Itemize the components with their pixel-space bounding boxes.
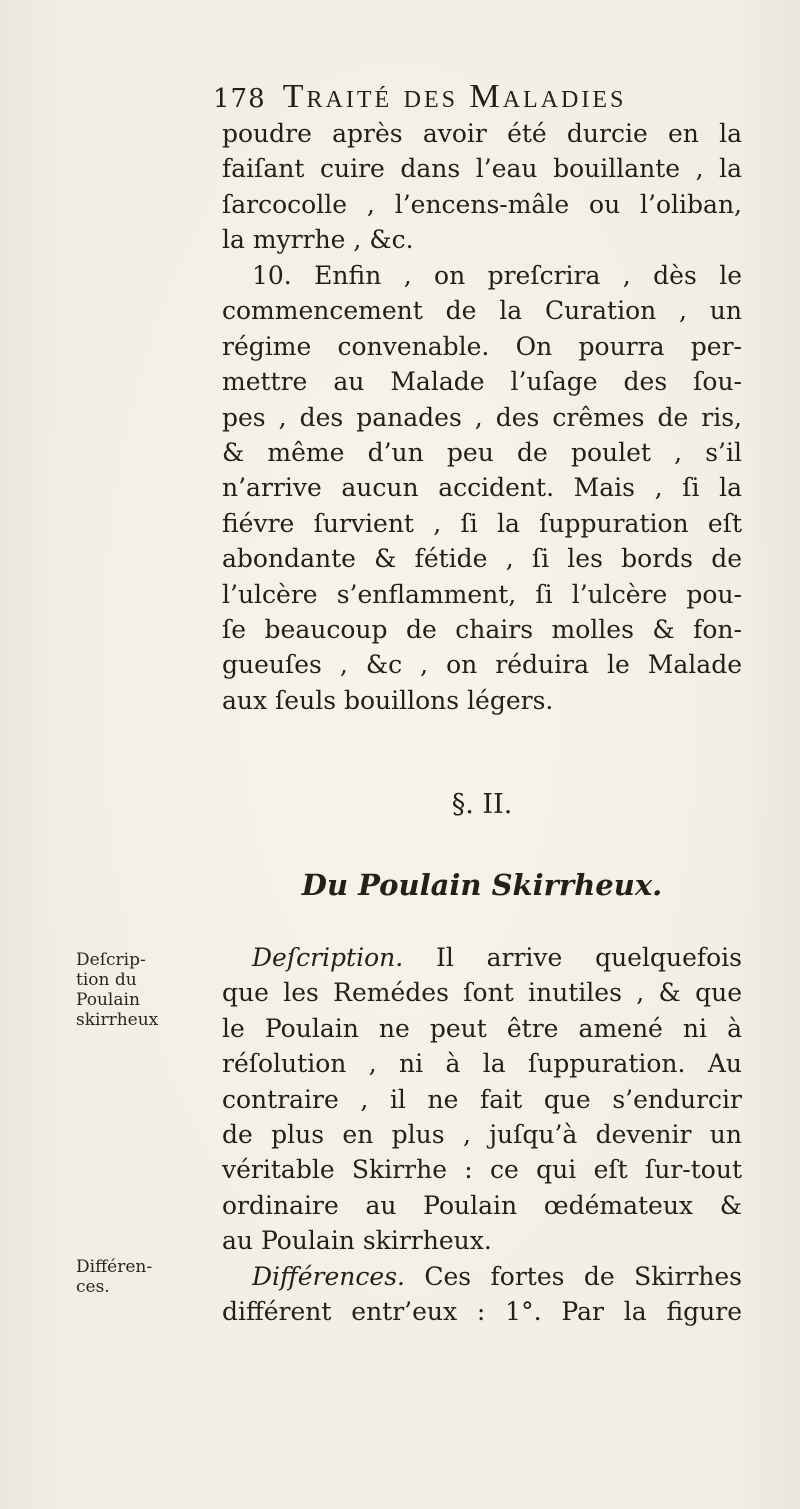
section-title: Du Poulain Skirrheux. (301, 868, 663, 902)
text-line: pes , des panades , des crêmes de ris, (222, 402, 742, 432)
text-line: & même d’un peu de poulet , s’il (222, 437, 742, 467)
paragraph-differences (222, 1259, 742, 1330)
text-line: abondante & fétide , ſi les bords de (222, 544, 742, 574)
text-line: ſe beaucoup de chairs molles & fon- (222, 614, 742, 644)
text-line: que les Remédes ſont inutiles , & que (222, 978, 742, 1008)
text-line: régime convenable. On pourra per- (222, 331, 742, 361)
margin-note-differences (76, 1257, 206, 1297)
text-line: réſolution , ni à la ſuppuration. Au (222, 1049, 742, 1079)
text-line: n’arrive aucun accident. Mais , ſi la (222, 473, 742, 503)
margin-note-line: Deſcrip- (76, 950, 146, 970)
text-line: gueuſes , &c , on réduira le Malade (222, 650, 742, 680)
text-line: faiſant cuire dans l’eau bouillante , la (222, 154, 742, 184)
running-title: Traité des Maladies (282, 78, 627, 115)
text-line (222, 1259, 742, 1294)
text-line: contraire , il ne fait que s’endurcir (222, 1084, 742, 1114)
description-first-line: Il arrive quelquefois (403, 943, 742, 972)
margin-note-line: tion du (76, 970, 137, 990)
text-line: fiévre ſurvient , ſi la ſuppuration eſt (222, 508, 742, 538)
text-line: ordinaire au Poulain œdémateux & (222, 1190, 742, 1220)
margin-note-description (76, 950, 206, 1030)
description-lead: Deſcription. (252, 943, 404, 972)
text-line: aux ſeuls bouillons légers. (222, 685, 554, 715)
page-header (213, 78, 733, 116)
text-line (222, 940, 742, 975)
text-line: mettre au Malade l’uſage des ſou- (222, 367, 742, 397)
margin-note-line: Différen- (76, 1257, 153, 1277)
margin-note-line: Poulain (76, 990, 140, 1010)
page-number: 178 (213, 84, 266, 114)
paragraph-description (222, 940, 742, 1259)
text-line: véritable Skirrhe : ce qui eſt ſur-tout (222, 1155, 742, 1185)
differences-lead: Différences. (252, 1262, 405, 1291)
margin-note-line: ces. (76, 1277, 110, 1297)
text-line: le Poulain ne peut être amené ni à (222, 1013, 742, 1043)
section-number: §. II. (451, 789, 513, 820)
text-line: au Poulain skirrheux. (222, 1226, 492, 1256)
differences-first-line: Ces fortes de Skirrhes (404, 1262, 742, 1291)
text-line: la myrrhe , &c. (222, 225, 414, 255)
paragraph-regimen (222, 258, 742, 718)
text-line: de plus en plus , juſqu’à devenir un (222, 1119, 742, 1149)
text-line: 10. Enfin , on preſcrira , dès le (252, 261, 742, 290)
text-line: ſarcocolle , l’encens-mâle ou l’oliban, (222, 189, 742, 219)
paragraph-powder (222, 116, 742, 258)
text-line: commencement de la Curation , un (222, 296, 742, 326)
text-line: différent entr’eux : 1°. Par la figure (222, 1297, 742, 1327)
text-line: l’ulcère s’enflamment, ſi l’ulcère pou- (222, 579, 742, 609)
margin-note-line: skirrheux (76, 1010, 159, 1030)
text-line: poudre après avoir été durcie en la (222, 119, 742, 148)
